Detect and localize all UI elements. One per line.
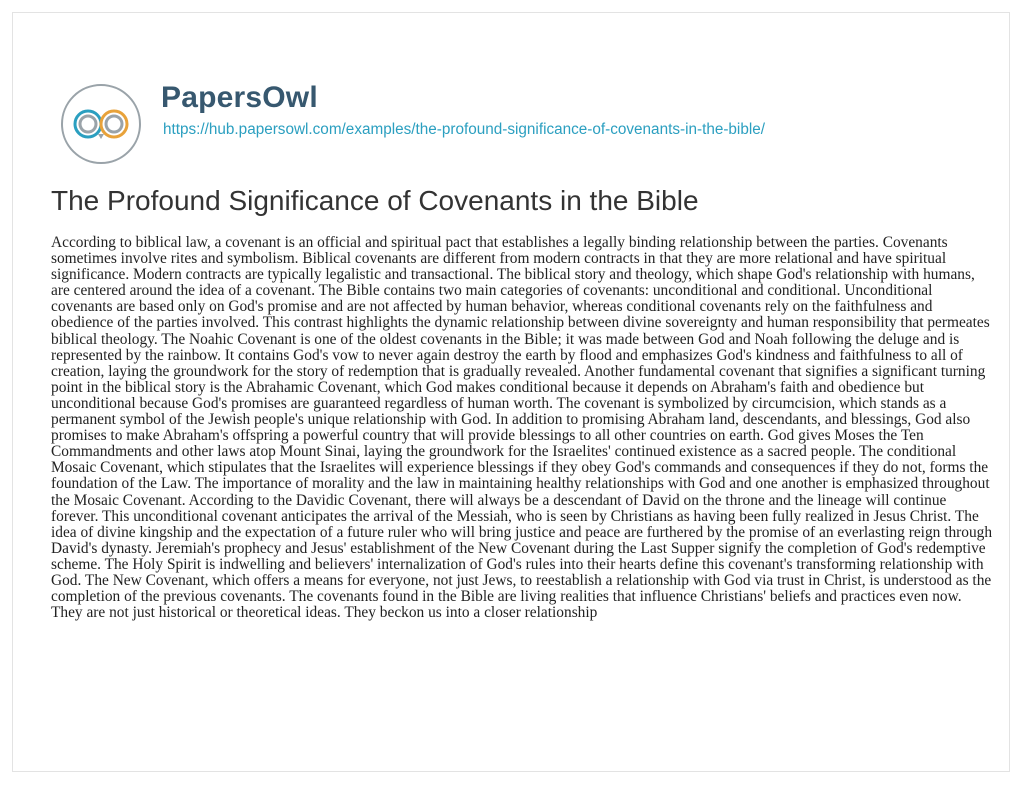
owl-eyes-icon (60, 83, 142, 165)
document-page (12, 12, 1010, 772)
site-header (60, 69, 960, 149)
document-body: According to biblical law, a covenant is an official and spiritual pact that establishes a legally binding relationship between the parties. Covenants sometimes involve rites and symbolism. Biblical covenants are different from modern contracts in that they are more relational and have spiritual significance. Modern contracts are typically legalistic and transactional. The biblical story and theology, which shape God's relationship with humans, are centered around the idea of a covenant. The Bible contains two main categories of covenants: unconditional and conditional. Unconditional covenants are based only on God's promise and are not affected by human behavior, whereas conditional covenants rely on the faithfulness and obedience of the parties involved. This contrast highlights the dynamic relationship between divine sovereignty and human responsibility that permeates biblical theology. The Noahic Covenant is one of the oldest covenants in the Bible; it was made between God and Noah following the deluge and is represented by the rainbow. It contains God's vow to never again destroy the earth by flood and emphasizes God's kindness and faithfulness to all of creation, laying the groundwork for the story of redemption that is gradually revealed. Another fundamental covenant that signifies a significant turning point in the biblical story is the Abrahamic Covenant, which God makes conditional because it depends on Abraham's faith and obedience but unconditional because God's promises are guaranteed regardless of human worth. The covenant is symbolized by circumcision, which stands as a permanent symbol of the Jewish people's unique relationship with God. In addition to promising Abraham land, descendants, and blessings, God also promises to make Abraham's offspring a powerful country that will provide blessings to all other countries on earth. God gives Moses the Ten Commandments and other laws atop Mount Sinai, laying the groundwork for the Israelites' continued existence as a sacred people. The conditional Mosaic Covenant, which stipulates that the Israelites will experience blessings if they obey God's commands and consequences if they do not, forms the foundation of the Law. The importance of morality and the law in maintaining healthy relationships with God and one another is emphasized throughout the Mosaic Covenant. According to the Davidic Covenant, there will always be a descendant of David on the throne and the lineage will continue forever. This unconditional covenant anticipates the arrival of the Messiah, who is seen by Christians as having been fully realized in Jesus Christ. The idea of divine kingship and the expectation of a future ruler who will bring justice and peace are furthered by the promise of an everlasting reign through David's dynasty. Jeremiah's prophecy and Jesus' establishment of the New Covenant during the Last Supper signify the completion of God's redemptive scheme. The Holy Spirit is indwelling and believers' internalization of God's rules into their hearts define this covenant's transforming relationship with God. The New Covenant, which offers a means for everyone, not just Jews, to reestablish a relationship with God via trust in Christ, is understood as the completion of the previous covenants. The covenants found in the Bible are living realities that influence Christians' beliefs and practices even now. They are not just historical or theoretical ideas. They beckon us into a closer relationship (51, 234, 993, 622)
source-url-link[interactable]: https://hub.papersowl.com/examples/the-profound-significance-of-covenants-in-the-bible/ (163, 121, 765, 138)
document-title: The Profound Significance of Covenants in the Bible (51, 185, 699, 216)
brand-name: PapersOwl (161, 81, 318, 114)
